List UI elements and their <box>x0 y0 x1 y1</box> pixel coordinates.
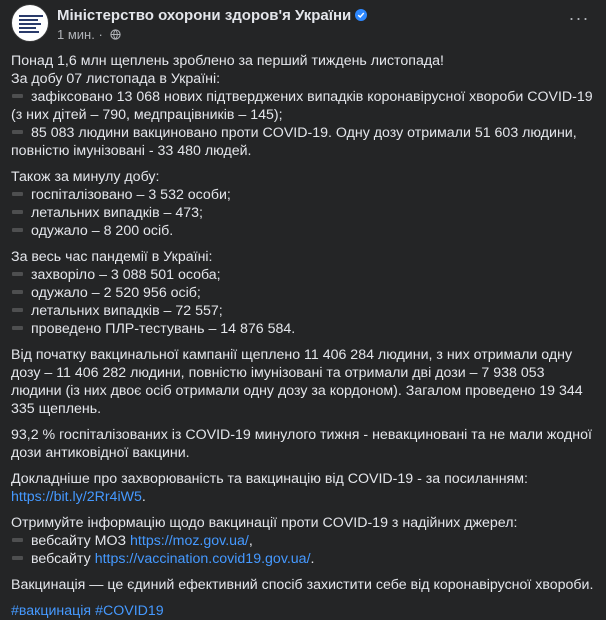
bullet-icon <box>12 290 23 294</box>
section-heading: За весь час пандемії в Україні: <box>11 249 213 265</box>
paragraph-last-day <box>11 168 596 240</box>
page-name-link[interactable]: Міністерство охорони здоров'я України <box>57 7 352 24</box>
bullet-text: захворіло – 3 088 501 особа; <box>31 267 221 283</box>
hashtag-link[interactable]: #вакцинація <box>11 603 92 619</box>
bullet-icon <box>12 130 23 134</box>
bullet-text: вебсайту МОЗ <box>31 533 131 549</box>
page-name-container <box>57 7 367 24</box>
paragraph-more-info <box>11 470 596 506</box>
bullet-item <box>11 266 596 284</box>
bullet-icon <box>12 272 23 276</box>
verified-badge-icon <box>355 9 367 21</box>
post-content <box>11 52 596 620</box>
bullet-item <box>11 284 596 302</box>
bullet-text: зафіксовано 13 068 нових підтверджених випадків коронавірусної хвороби COVID-19 (з них дітей – 790, медпрацівників – 145); <box>11 89 593 123</box>
bullet-text: госпіталізовано – 3 532 особи; <box>31 187 231 203</box>
bullet-icon <box>12 210 23 214</box>
section-heading: Також за минулу добу: <box>11 169 160 185</box>
paragraph-sources <box>11 514 596 568</box>
post-header <box>11 4 606 44</box>
bullet-item <box>11 302 596 320</box>
headline-text: Понад 1,6 млн щеплень зроблено за перший тиждень листопада! <box>11 53 444 69</box>
bullet-text: проведено ПЛР-тестувань – 14 876 584. <box>31 321 296 337</box>
daily-intro-text: За добу 07 листопада в Україні: <box>11 71 221 87</box>
bullet-icon <box>12 228 23 232</box>
bullet-text: летальних випадків – 72 557; <box>31 303 223 319</box>
paragraph-vaccination-campaign: Від початку вакцинальної кампанії щеплено 11 406 284 людини, з них отримали одну дозу – 11 406 282 людини, повністю імунізовані та отримали дві дози – 7 938 053 людини (із них двоє осіб отримали одну дозу за кордоном). Загалом проведено 19 344 335 щеплень. <box>11 347 583 417</box>
moz-logo-icon <box>19 15 43 33</box>
bullet-text: летальних випадків – 473; <box>31 205 203 221</box>
post-timestamp[interactable]: 1 мин. <box>57 27 95 42</box>
bullet-icon <box>12 192 23 196</box>
bullet-item <box>11 88 596 124</box>
bullet-item <box>11 320 596 338</box>
bullet-icon <box>12 326 23 330</box>
link-suffix: , <box>248 533 253 549</box>
bullet-icon <box>12 556 23 560</box>
bullet-item <box>11 550 596 568</box>
bullet-item <box>11 124 596 160</box>
bullet-icon <box>12 538 23 542</box>
bullet-item <box>11 532 596 550</box>
vaccination-website-link[interactable]: https://vaccination.covid19.gov.ua/ <box>94 551 311 567</box>
paragraph-closing: Вакцинація — це єдиний ефективний спосіб захистити себе від коронавірусної хвороби. <box>11 577 594 593</box>
bullet-text: вебсайту <box>31 551 95 567</box>
bullet-text: одужало – 2 520 956 осіб; <box>31 285 201 301</box>
bullet-icon <box>12 94 23 98</box>
paragraph-summary <box>11 52 596 160</box>
bullet-text: одужало – 8 200 осіб. <box>31 223 174 239</box>
post-meta <box>57 27 121 42</box>
paragraph-hospitalized: 93,2 % госпіталізованих із COVID-19 минулого тижня - невакциновані та не мали жодної дози антиковідної вакцини. <box>11 427 592 461</box>
more-options-button[interactable]: ··· <box>568 7 590 28</box>
more-info-link-line <box>11 488 596 506</box>
page-avatar[interactable] <box>11 4 49 42</box>
link-suffix: . <box>141 489 146 505</box>
bullet-item <box>11 222 596 240</box>
moz-website-link[interactable]: https://moz.gov.ua/ <box>130 533 249 549</box>
bullet-icon <box>12 308 23 312</box>
paragraph-pandemic-total <box>11 248 596 338</box>
meta-separator: · <box>94 27 107 42</box>
more-info-text: Докладніше про захворюваність та вакцинацію від COVID-19 - за посиланням: <box>11 471 528 487</box>
hashtag-link[interactable]: #COVID19 <box>95 603 164 619</box>
bullet-item <box>11 204 596 222</box>
bullet-item <box>11 186 596 204</box>
sources-intro-text: Отримуйте інформацію щодо вакцинації проти COVID-19 з надійних джерел: <box>11 515 518 531</box>
bullet-text: 85 083 людини вакциновано проти COVID-19. Одну дозу отримали 51 603 людини, повністю імунізовані - 33 480 людей. <box>11 125 577 159</box>
bitly-link[interactable]: https://bit.ly/2Rr4iW5 <box>11 489 142 505</box>
link-suffix: . <box>310 551 315 567</box>
hashtags <box>11 602 596 620</box>
globe-icon <box>110 29 121 40</box>
